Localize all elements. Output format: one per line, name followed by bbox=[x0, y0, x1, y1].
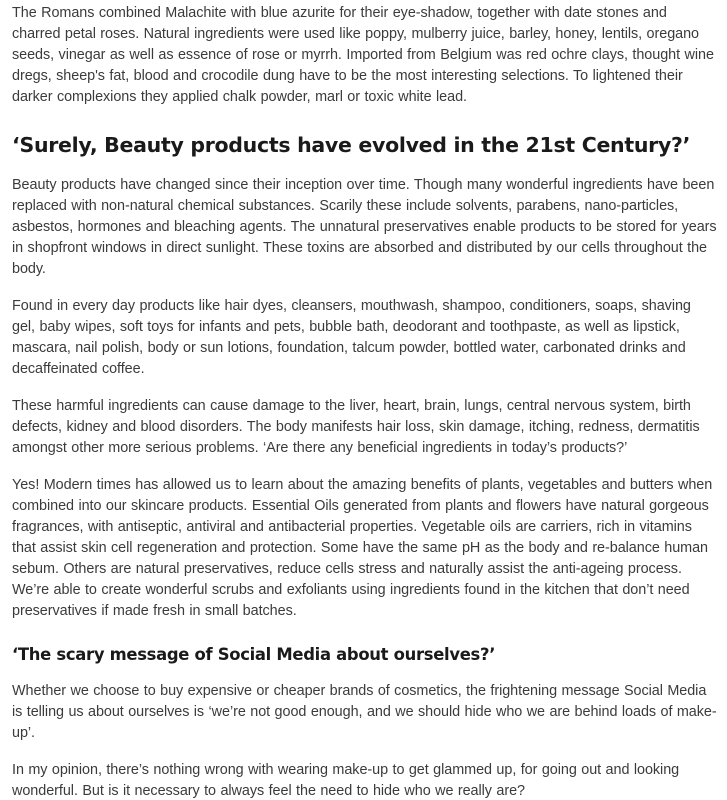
paragraph-social-media-message: Whether we choose to buy expensive or cheaper brands of cosmetics, the frightening message Social Media is telling us about ourselves is ‘we’re not good enough, and we should hide who we are behind loads of make-up’. bbox=[12, 683, 717, 741]
paragraph-beneficial-ingredients: Yes! Modern times has allowed us to learn about the amazing benefits of plants, vegetables and butters when combined into our skincare products. Essential Oils generated from plants and flowers have natural gorgeous fragrances, with antiseptic, antiviral and antibacterial properties. Vegetable oils are carriers, rich in vitamins that assist skin cell regeneration and protection. Some have the same pH as the body and re-balance human sebum. Others are natural preservatives, reduce cells stress and naturally assist the anti-ageing process. We’re able to create wonderful scrubs and exfoliants using ingredients found in the kitchen that don’t need preservatives if made fresh in small batches. bbox=[12, 477, 713, 619]
heading-social-media: ‘The scary message of Social Media about ourselves?’ bbox=[12, 645, 496, 664]
paragraph-products-changed: Beauty products have changed since their inception over time. Though many wonderful ingredients have been replaced with non-natural chemical substances. Scarily these include solvents, parabens, nano-particles, asbestos, hormones and bleaching agents. The unnatural preservatives enable products to be stored for years in shopfront windows in direct sunlight. These toxins are absorbed and distributed by our cells throughout the body. bbox=[12, 177, 717, 277]
paragraph-opinion: In my opinion, there’s nothing wrong with wearing make-up to get glammed up, for going out and looking wonderful. But is it necessary to always feel the need to hide who we really are? bbox=[12, 762, 680, 799]
paragraph-harmful-ingredients: These harmful ingredients can cause damage to the liver, heart, brain, lungs, central nervous system, birth defects, kidney and blood disorders. The body manifests hair loss, skin damage, itching, redness, dermatitis amongst other more serious problems. ‘Are there any beneficial ingredients in today’s products?’ bbox=[12, 398, 700, 456]
paragraph-everyday-products: Found in every day products like hair dyes, cleansers, mouthwash, shampoo, conditioners, soaps, shaving gel, baby wipes, soft toys for infants and pets, bubble bath, deodorant and toothpaste, as well as lipstick, mascara, nail polish, body or sun lotions, foundation, talcum powder, bottled water, carbonated drinks and decaffeinated coffee. bbox=[12, 298, 691, 377]
paragraph-romans-cosmetics: The Romans combined Malachite with blue azurite for their eye-shadow, together with date stones and charred petal roses. Natural ingredients were used like poppy, mulberry juice, barley, honey, lentils, oregano seeds, vinegar as well as essence of rose or myrrh. Imported from Belgium was red ochre clays, thought wine dregs, sheep's fat, blood and crocodile dung have to be the most interesting selections. To lightened their darker complexions they applied chalk powder, marl or toxic white lead. bbox=[12, 5, 714, 105]
heading-21st-century: ‘Surely, Beauty products have evolved in the 21st Century?’ bbox=[12, 133, 691, 157]
